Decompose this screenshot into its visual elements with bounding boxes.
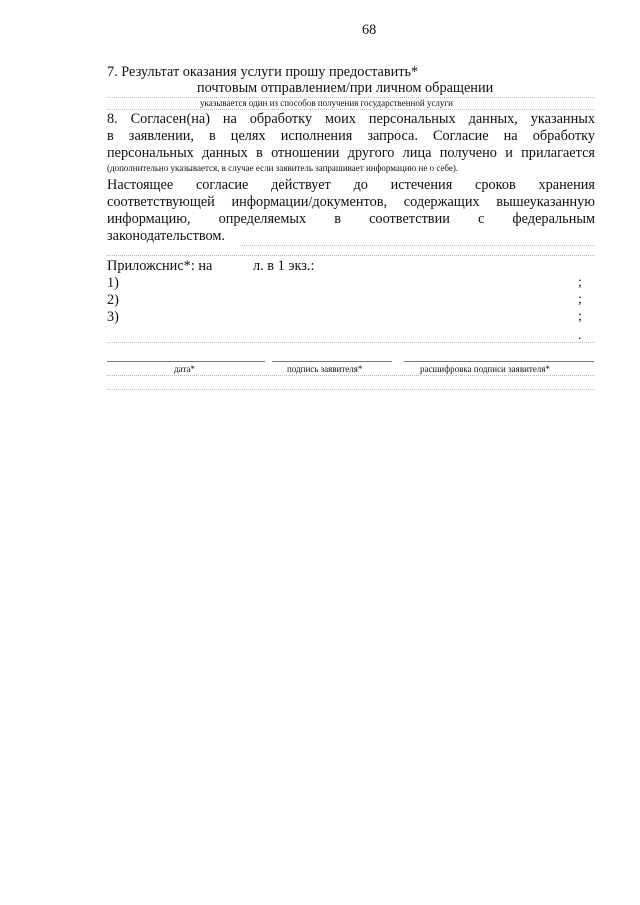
section7-hint: указывается один из способов получения государственной услуги <box>200 98 453 108</box>
consent-line-3: информацию, определяемых в соответствии с федеральным <box>107 211 595 227</box>
attachment-item-3[interactable]: 3) <box>107 309 119 325</box>
signature-label: подпись заявителя* <box>287 364 363 374</box>
attachments-suffix: л. в 1 экз.: <box>253 258 315 274</box>
attachment-item-2[interactable]: 2) <box>107 292 119 308</box>
page-number: 68 <box>362 22 377 38</box>
consent-line-2: соответствующей информации/документов, содержащих вышеуказанную <box>107 194 595 210</box>
section8-hint: (дополнительно указывается, в случае если заявитель запрашивает информацию не о себе). <box>107 163 459 173</box>
separator-4: . <box>578 328 582 343</box>
separator-2: ; <box>578 292 582 307</box>
consent-line-1: Настоящее согласие действует до истечения сроков хранения <box>107 177 595 193</box>
section8-line-2: в заявлении, в целях исполнения запроса. Согласие на обработку <box>107 128 595 144</box>
signature-line[interactable] <box>272 361 392 362</box>
section7-delivery-value: почтовым отправлением/при личном обращении <box>197 80 494 96</box>
signature-decode-label: расшифровка подписи заявителя* <box>420 364 550 374</box>
date-label: дата* <box>174 364 195 374</box>
section7-title: 7. Результат оказания услуги прошу предоставить* <box>107 64 419 80</box>
attachment-item-1[interactable]: 1) <box>107 275 119 291</box>
separator-3: ; <box>578 309 582 324</box>
attachments-label: Приложснис*: на <box>107 258 213 274</box>
date-line[interactable] <box>107 361 265 362</box>
section8-line-1: 8. Согласен(на) на обработку моих персональных данных, указанных <box>107 111 595 127</box>
signature-decode-line[interactable] <box>404 361 594 362</box>
consent-line-4: законодательством. <box>107 228 225 244</box>
section8-line-3: персональных данных в отношении другого лица получено и прилагается <box>107 145 595 161</box>
separator-1: ; <box>578 275 582 290</box>
